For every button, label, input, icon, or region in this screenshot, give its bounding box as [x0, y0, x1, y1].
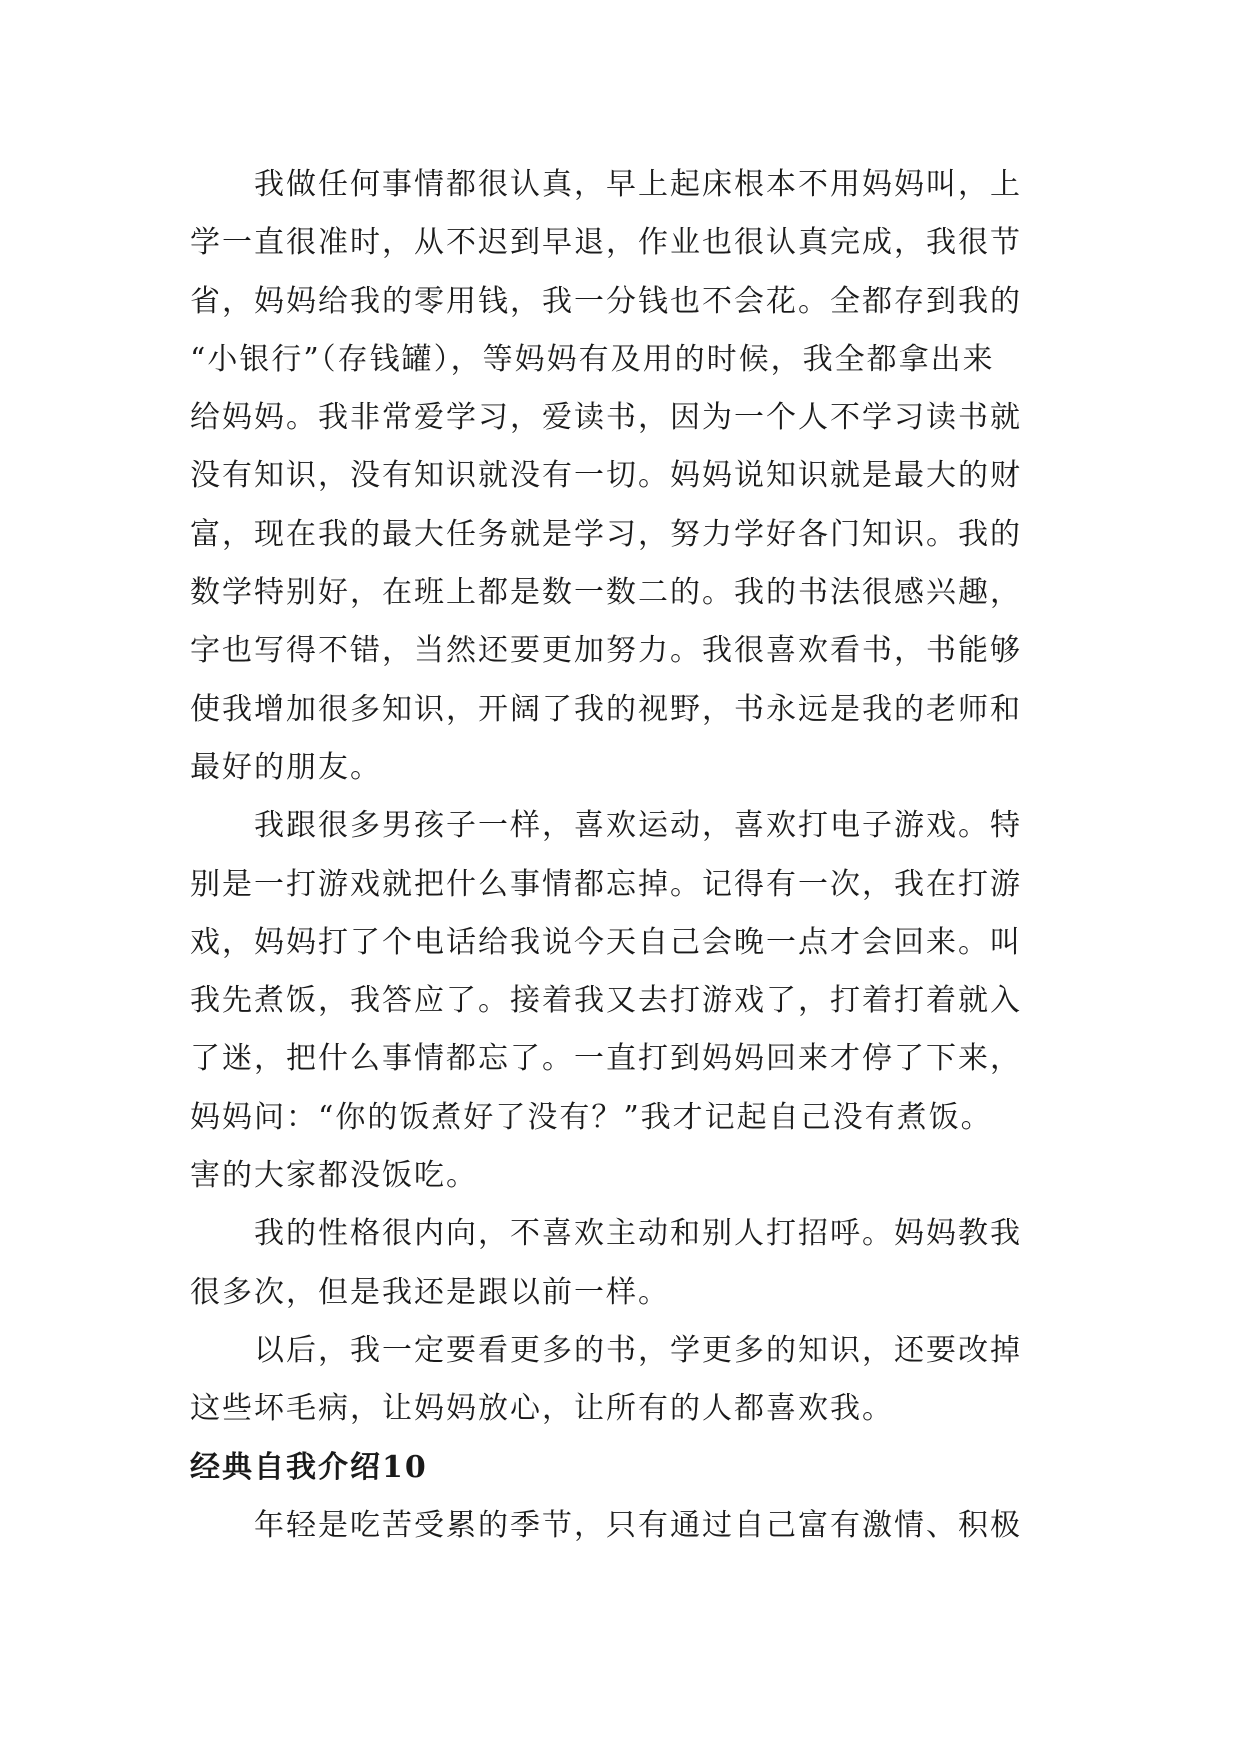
text-line: 我的性格很内向，不喜欢主动和别人打招呼。妈妈教我 [254, 1216, 1022, 1252]
text-line: 学一直很准时，从不迟到早退，作业也很认真完成，我很节 [190, 225, 1022, 261]
text-line: 最好的朋友。 [190, 749, 382, 785]
text-line: 富，现在我的最大任务就是学习，努力学好各门知识。我的 [190, 516, 1022, 552]
text-line: 我先煮饭，我答应了。接着我又去打游戏了，打着打着就入 [190, 983, 1022, 1019]
text-line: 省，妈妈给我的零用钱，我一分钱也不会花。全都存到我的 [190, 283, 1022, 319]
text-line: 数学特别好，在班上都是数一数二的。我的书法很感兴趣， [190, 575, 1022, 611]
text-line: 了迷，把什么事情都忘了。一直打到妈妈回来才停了下来， [190, 1041, 1022, 1077]
text-line: 字也写得不错，当然还要更加努力。我很喜欢看书，书能够 [190, 633, 1022, 669]
text-line: 很多次，但是我还是跟以前一样。 [190, 1274, 670, 1310]
section-heading: 经典自我介绍10 [190, 1449, 428, 1485]
document-page [190, 156, 1050, 1555]
text-line: 别是一打游戏就把什么事情都忘掉。记得有一次，我在打游 [190, 866, 1022, 902]
text-line: 我做任何事情都很认真，早上起床根本不用妈妈叫，上 [254, 167, 1022, 202]
text-line: 年轻是吃苦受累的季节，只有通过自己富有激情、积极 [254, 1507, 1022, 1543]
paragraph-5 [190, 1497, 1050, 1555]
text-line: 使我增加很多知识，开阔了我的视野，书永远是我的老师和 [190, 691, 1022, 727]
text-line: 这些坏毛病，让妈妈放心，让所有的人都喜欢我。 [190, 1391, 894, 1427]
text-line: 戏，妈妈打了个电话给我说今天自己会晚一点才会回来。叫 [190, 924, 1022, 960]
text-line: 没有知识，没有知识就没有一切。妈妈说知识就是最大的财 [190, 458, 1022, 494]
paragraph-4 [190, 1322, 1050, 1439]
text-line: 以后，我一定要看更多的书，学更多的知识，还要改掉 [254, 1332, 1022, 1368]
text-line: 害的大家都没饭吃。 [190, 1158, 478, 1194]
text-line: “小银行”（存钱罐），等妈妈有及用的时候，我全都拿出来 [190, 341, 995, 377]
paragraph-1 [190, 156, 1050, 797]
text-line: 给妈妈。我非常爱学习，爱读书，因为一个人不学习读书就 [190, 400, 1022, 436]
text-line: 妈妈问：“你的饭煮好了没有？”我才记起自己没有煮饭。 [190, 1099, 993, 1135]
paragraph-3 [190, 1205, 1050, 1322]
text-line: 我跟很多男孩子一样，喜欢运动，喜欢打电子游戏。特 [254, 808, 1022, 844]
paragraph-2 [190, 797, 1050, 1205]
